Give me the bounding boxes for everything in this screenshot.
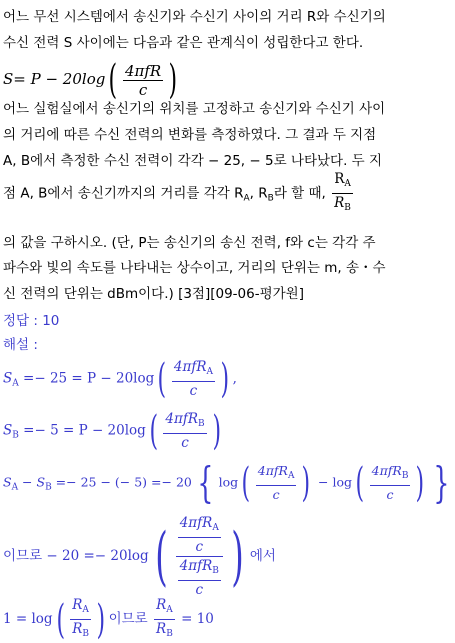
problem-line-5: 의 거리에 따른 수신 전력의 변화를 측정하였다. 그 결과 두 지점 <box>3 127 377 143</box>
formula-denominator: c <box>138 80 148 99</box>
problem-line-2: 수신 전력 S 사이에는 다음과 같은 관계식이 성립한다고 한다. <box>3 35 364 51</box>
line7-text-b: , R <box>249 185 268 202</box>
sub-a: A <box>243 193 250 204</box>
answer-label: 정답 : 10 <box>3 313 60 329</box>
equation-3: $S_A - S_B =- 25$ − (− 5) =− 20 { log( $\frac{4\pi fR_A}{c}$ ) − log( $\frac{4\pi fR_B}{c}$ ) } <box>3 458 450 507</box>
problem-line-4: 어느 실험실에서 송신기의 위치를 고정하고 송신기와 수신기 사이 <box>3 101 386 117</box>
explanation-label: 해설 : <box>3 337 38 353</box>
equation-2: $S_B =- 5 = P - 20\log$( $\frac{4\pi fR_B}{c}$ ) <box>3 408 221 454</box>
sub-b: B <box>267 193 274 204</box>
problem-line-10: 신 전력의 단위는 dBm이다.) [3점][09-06-평가원] <box>3 286 304 302</box>
problem-line-1: 어느 무선 시스템에서 송신기와 수신기 사이의 거리 R와 수신기의 <box>3 9 386 25</box>
formula-numerator: 4πfR <box>124 61 162 80</box>
problem-line-9: 파수와 빛의 속도를 나타내는 상수이고, 거리의 단위는 m, 송・수 <box>3 260 386 276</box>
problem-line-7 <box>3 170 355 217</box>
given-formula: S= P − 20log( $\frac{\text{4πfR}}{c}$ ) <box>3 57 178 103</box>
line7-text-a: 점 A, B에서 송신기까지의 거리를 각각 R <box>3 185 244 202</box>
line7-text-c: 라 할 때, <box>273 185 326 202</box>
formula-lhs: S= P − 20log <box>3 70 106 88</box>
equation-4: 이므로 − 20 =− 20log( $\frac{\frac{4\pi fR_A}{c}}{\frac{4\pi fR_B}{c}}$ ) 에서 <box>3 515 276 598</box>
problem-line-8: 의 값을 구하시오. (단, P는 송신기의 송신 전력, f와 c는 각각 주 <box>3 235 376 251</box>
ratio-fraction: $\frac{R_A}{R_B}$ <box>334 171 351 213</box>
equation-5: 1 = log( $\frac{R_A}{R_B}$ ) 이므로 $\frac{R_A}{R_B}$ = 10 <box>3 596 214 643</box>
problem-line-6: A, B에서 측정한 수신 전력이 각각 − 25, − 5로 나타났다. 두 지 <box>3 153 383 169</box>
equation-1: $S_A =- 25 = P - 20\log$( $\frac{4\pi fR_A}{c}$ ) , <box>3 356 237 402</box>
